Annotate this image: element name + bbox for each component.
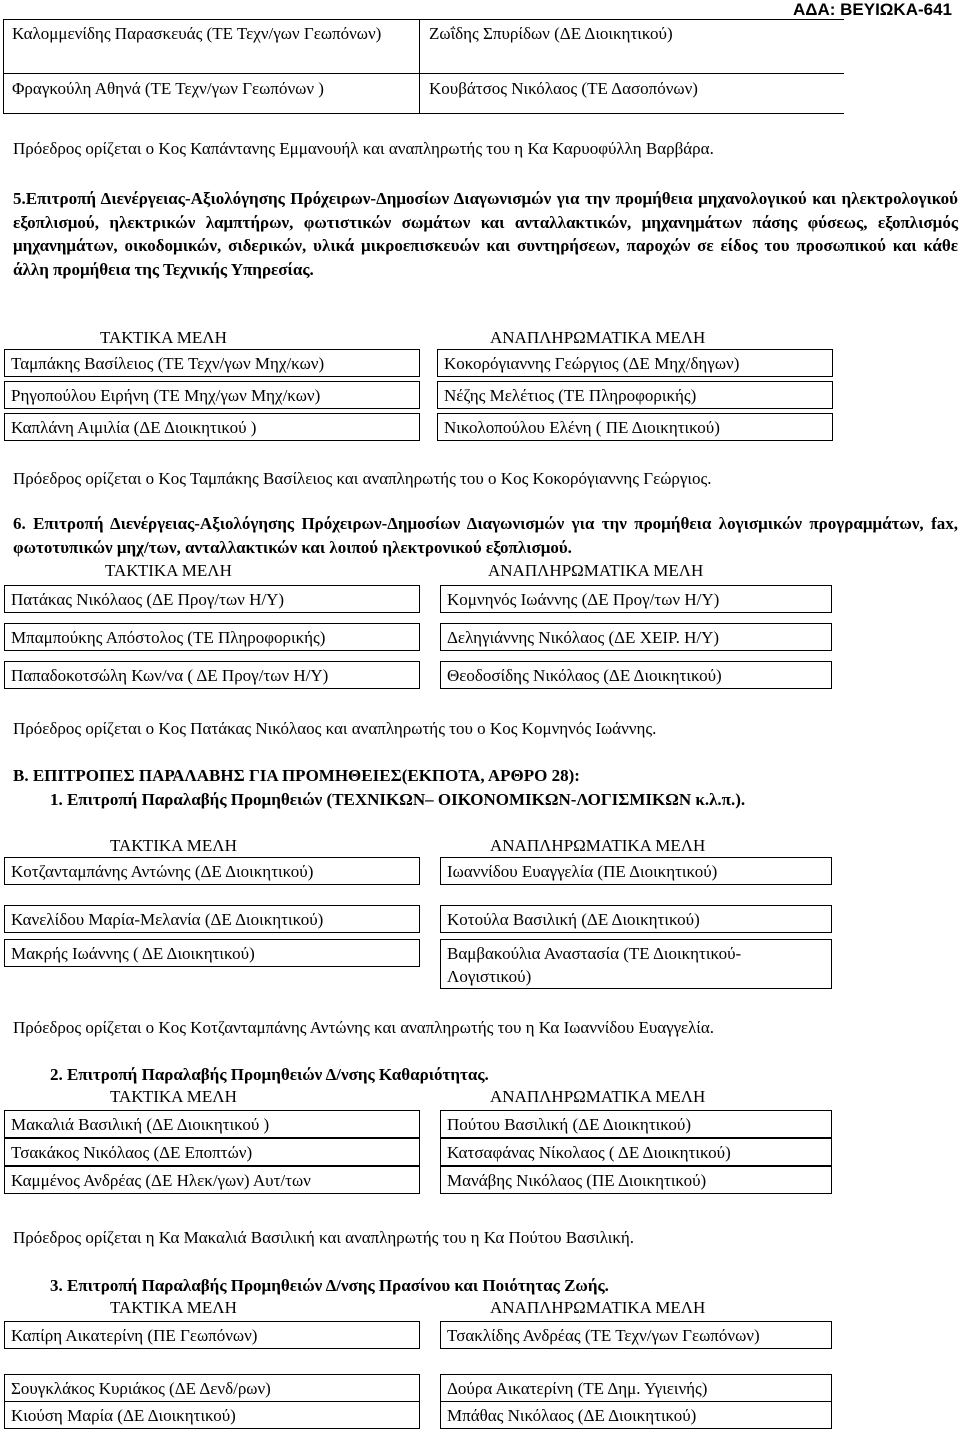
section5-title: 5.Επιτροπή Διενέργειας-Αξιολόγησης Πρόχειρων-Δημοσίων Διαγωνισμών για την προμήθεια μηχανολογικού και ηλεκτρολογικού εξοπλισμού, ηλεκτρικών λαμπτήρων, φωτιστικών σωμάτων και ανταλλακτικών, μηχανημάτων πάσης φύσεως, εξοπλισμός μηχανημάτων, οικοδομικών, σιδερικών, υλικά μικροεπισκευών και συντηρήσεων, παροχών σε είδος του προσωπικού και κάθε άλλη προμήθεια της Τεχνικής Υπηρεσίας. (13, 189, 958, 279)
committee3-alternate-member-3: Μπάθας Νικόλαος (ΔΕ Διοικητικού) (440, 1401, 832, 1429)
section5-regular-member-1: Ταμπάκης Βασίλειος (ΤΕ Τεχν/γων Μηχ/κων) (4, 349, 420, 377)
committee1-alternate-header: ΑΝΑΠΛΗΡΩΜΑΤΙΚΑ ΜΕΛΗ (490, 836, 706, 855)
section5-alternate-member-2: Νέζης Μελέτιος (ΤΕ Πληροφορικής) (437, 381, 833, 409)
committee1-alternate-member-2: Κοτούλα Βασιλική (ΔΕ Διοικητικού) (440, 905, 832, 933)
committee2-alternate-header: ΑΝΑΠΛΗΡΩΜΑΤΙΚΑ ΜΕΛΗ (490, 1087, 706, 1106)
committee1-regular-header: ΤΑΚΤΙΚΑ ΜΕΛΗ (110, 836, 237, 855)
committee1-title: 1. Επιτροπή Παραλαβής Προμηθειών (ΤΕΧΝΙΚΩΝ– ΟΙΚΟΝΟΜΙΚΩΝ-ΛΟΓΙΣΜΙΚΩΝ κ.λ.π.). (50, 790, 746, 809)
section6-title: 6. Επιτροπή Διενέργειας-Αξιολόγησης Πρόχειρων-Δημοσίων Διαγωνισμών για την προμήθεια λογισμικών προγραμμάτων, fax, φωτοτυπικών μηχ/των, ανταλλακτικών και λοιπού ηλεκτρονικού εξοπλισμού. (13, 514, 958, 557)
section6-regular-header: ΤΑΚΤΙΚΑ ΜΕΛΗ (105, 561, 232, 580)
committee1-alternate-member-3 (440, 939, 832, 989)
committee1-alternate-member-3-line2: Λογιστικού) (447, 967, 532, 986)
committee3-regular-header: ΤΑΚΤΙΚΑ ΜΕΛΗ (110, 1298, 237, 1317)
committee3-alternate-member-1: Τσακλίδης Ανδρέας (ΤΕ Τεχν/γων Γεωπόνων) (440, 1321, 832, 1349)
section5-alternate-header: ΑΝΑΠΛΗΡΩΜΑΤΙΚΑ ΜΕΛΗ (490, 328, 706, 347)
section5-regular-header: ΤΑΚΤΙΚΑ ΜΕΛΗ (100, 328, 227, 347)
committee3-regular-member-2: Σουγκλάκος Κυριάκος (ΔΕ Δενδ/ρων) (4, 1374, 420, 1402)
section6-regular-member-2: Μπαμπούκης Απόστολος (ΤΕ Πληροφορικής) (4, 623, 420, 651)
committee1-president: Πρόεδρος ορίζεται ο Κος Κοτζανταμπάνης Αντώνης και αναπληρωτής του η Κα Ιωαννίδου Ευαγγελία. (13, 1018, 715, 1037)
committee3-alternate-member-2: Δούρα Αικατερίνη (ΤΕ Δημ. Υγιεινής) (440, 1374, 832, 1402)
ada-code: ΑΔΑ: ΒΕΥΙΩΚΑ-641 (792, 0, 952, 19)
section5-alternate-member-1: Κοκορόγιαννης Γεώργιος (ΔΕ Μηχ/δηγων) (437, 349, 833, 377)
section6-alternate-member-3: Θεοδοσίδης Νικόλαος (ΔΕ Διοικητικού) (440, 661, 832, 689)
committee1-regular-member-1: Κοτζανταμπάνης Αντώνης (ΔΕ Διοικητικού) (4, 857, 420, 885)
president-paragraph-4: Πρόεδρος ορίζεται ο Κος Καπάντανης Εμμανουήλ και αναπληρωτής του η Κα Καρυοφύλλη Βαρβάρα. (13, 139, 714, 158)
section5-regular-member-2: Ρηγοπούλου Ειρήνη (ΤΕ Μηχ/γων Μηχ/κων) (4, 381, 420, 409)
committee1-alternate-member-1: Ιωαννίδου Ευαγγελία (ΠΕ Διοικητικού) (440, 857, 832, 885)
committee1-alternate-member-3-line1: Βαμβακούλια Αναστασία (ΤΕ Διοικητικού- (447, 944, 742, 963)
section6-alternate-member-2: Δεληγιάννης Νικόλαος (ΔΕ ΧΕΙΡ. Η/Υ) (440, 623, 832, 651)
committee1-regular-member-2: Κανελίδου Μαρία-Μελανία (ΔΕ Διοικητικού) (4, 905, 420, 933)
section6-alternate-member-1: Κομνηνός Ιωάννης (ΔΕ Προγ/των Η/Υ) (440, 585, 832, 613)
committee1-regular-member-3: Μακρής Ιωάννης ( ΔΕ Διοικητικού) (4, 939, 420, 967)
section6-regular-member-1: Πατάκας Νικόλαος (ΔΕ Προγ/των Η/Υ) (4, 585, 420, 613)
section5-regular-member-3: Καπλάνη Αιμιλία (ΔΕ Διοικητικού ) (4, 413, 420, 441)
committee2-title: 2. Επιτροπή Παραλαβής Προμηθειών Δ/νσης Καθαριότητας. (50, 1065, 489, 1084)
committee2-president: Πρόεδρος ορίζεται η Κα Μακαλιά Βασιλική και αναπληρωτής του η Κα Πούτου Βασιλική. (13, 1228, 635, 1247)
committee3-title: 3. Επιτροπή Παραλαβής Προμηθειών Δ/νσης Πρασίνου και Ποιότητας Ζωής. (50, 1276, 609, 1295)
top-right-member-1: Ζωΐδης Σπυρίδων (ΔΕ Διοικητικού) (429, 24, 673, 43)
top-right-member-2: Κουβάτσος Νικόλαος (ΤΕ Δασοπόνων) (429, 79, 698, 98)
committee3-alternate-header: ΑΝΑΠΛΗΡΩΜΑΤΙΚΑ ΜΕΛΗ (490, 1298, 706, 1317)
committee2-alternate-member-2: Κατσαφάνας Νίκολαος ( ΔΕ Διοικητικού) (440, 1138, 832, 1166)
top-members-table (3, 19, 844, 114)
committee2-alternate-member-3: Μανάβης Νικόλαος (ΠΕ Διοικητικού) (440, 1166, 832, 1194)
section5-alternate-member-3: Νικολοπούλου Ελένη ( ΠΕ Διοικητικού) (437, 413, 833, 441)
top-left-member-2: Φραγκούλη Αθηνά (ΤΕ Τεχν/γων Γεωπόνων ) (12, 79, 324, 98)
top-left-member-1: Καλομμενίδης Παρασκευάς (ΤΕ Τεχν/γων Γεωπόνων) (12, 24, 382, 43)
committee2-regular-member-1: Μακαλιά Βασιλική (ΔΕ Διοικητικού ) (4, 1110, 420, 1138)
section6-president: Πρόεδρος ορίζεται ο Κος Πατάκας Νικόλαος και αναπληρωτής του ο Κος Κομνηνός Ιωάννης. (13, 719, 657, 738)
committee2-regular-member-3: Καμμένος Ανδρέας (ΔΕ Ηλεκ/γων) Αυτ/των (4, 1166, 420, 1194)
section6-alternate-header: ΑΝΑΠΛΗΡΩΜΑΤΙΚΑ ΜΕΛΗ (488, 561, 704, 580)
committee2-regular-member-2: Τσακάκος Νικόλαος (ΔΕ Εποπτών) (4, 1138, 420, 1166)
committee2-regular-header: ΤΑΚΤΙΚΑ ΜΕΛΗ (110, 1087, 237, 1106)
committee3-regular-member-1: Καπίρη Αικατερίνη (ΠΕ Γεωπόνων) (4, 1321, 420, 1349)
section6-regular-member-3: Παπαδοκοτσώλη Κων/να ( ΔΕ Προγ/των Η/Υ) (4, 661, 420, 689)
committee3-regular-member-3: Κιούση Μαρία (ΔΕ Διοικητικού) (4, 1401, 420, 1429)
partB-title: Β. ΕΠΙΤΡΟΠΕΣ ΠΑΡΑΛΑΒΗΣ ΓΙΑ ΠΡΟΜΗΘΕΙΕΣ(ΕΚΠΟΤΑ, ΑΡΘΡΟ 28): (13, 766, 580, 785)
section5-president: Πρόεδρος ορίζεται ο Κος Ταμπάκης Βασίλειος και αναπληρωτής του ο Κος Κοκορόγιαννης Γεώργιος. (13, 469, 712, 488)
committee2-alternate-member-1: Πούτου Βασιλική (ΔΕ Διοικητικού) (440, 1110, 832, 1138)
